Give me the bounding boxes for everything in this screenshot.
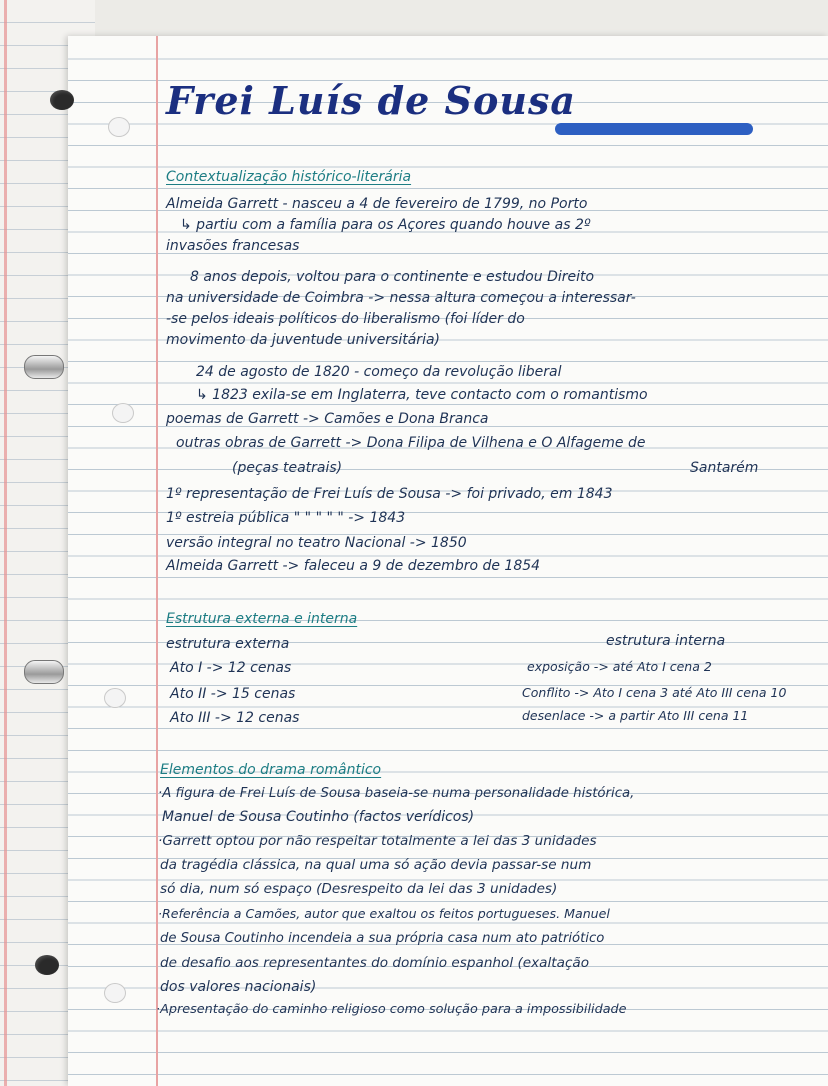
context-line: na universidade de Coimbra -> nessa altura começou a interessar- <box>166 290 636 306</box>
context-line: versão integral no teatro Nacional -> 1850 <box>166 535 467 551</box>
context-line: outras obras de Garrett -> Dona Filipa de Vilhena e O Alfageme de <box>176 435 646 451</box>
binder-ring <box>24 660 64 684</box>
context-line: Almeida Garrett - nasceu a 4 de fevereiro de 1799, no Porto <box>166 196 588 212</box>
background-page-top <box>95 0 828 41</box>
structure-internal-item: Conflito -> Ato I cena 3 até Ato III cena 10 <box>522 685 787 700</box>
elements-line: ·Garrett optou por não respeitar totalmente a lei das 3 unidades <box>158 833 597 849</box>
context-line: movimento da juventude universitária) <box>166 332 440 348</box>
context-line: 1º representação de Frei Luís de Sousa -> foi privado, em 1843 <box>166 486 613 502</box>
context-line: 8 anos depois, voltou para o continente e estudou Direito <box>190 269 595 285</box>
context-line: (peças teatrais) <box>232 460 343 476</box>
elements-line: da tragédia clássica, na qual uma só ação devia passar-se num <box>160 857 592 873</box>
title-underline-stroke <box>555 123 753 135</box>
binder-hole <box>35 955 59 975</box>
ghost-hole <box>112 403 134 423</box>
binder-hole <box>50 90 74 110</box>
elements-line: Manuel de Sousa Coutinho (factos verídicos) <box>162 809 475 825</box>
ghost-hole <box>104 688 126 708</box>
ghost-hole <box>104 983 126 1003</box>
background-margin-line <box>4 0 7 1086</box>
structure-internal-item: desenlace -> a partir Ato III cena 11 <box>522 708 749 723</box>
structure-internal-heading: estrutura interna <box>606 633 726 649</box>
structure-internal-item: exposição -> até Ato I cena 2 <box>527 659 712 674</box>
binder-ring <box>24 355 64 379</box>
elements-line: dos valores nacionais) <box>160 979 317 995</box>
structure-external-item: Ato I -> 12 cenas <box>170 660 292 676</box>
page-title: Frei Luís de Sousa <box>166 78 576 123</box>
elements-line: ·Apresentação do caminho religioso como solução para a impossibilidade <box>156 1002 627 1017</box>
elements-line: ·Referência a Camões, autor que exaltou os feitos portugueses. Manuel <box>158 906 610 921</box>
context-line: 1º estreia pública " " " " " -> 1843 <box>166 510 406 526</box>
structure-external-item: Ato III -> 12 cenas <box>170 710 300 726</box>
context-line: ↳ 1823 exila-se em Inglaterra, teve contacto com o romantismo <box>196 387 648 403</box>
ghost-hole <box>108 117 130 137</box>
structure-external-item: Ato II -> 15 cenas <box>170 686 296 702</box>
context-line: Santarém <box>690 460 759 476</box>
section-heading-elements: Elementos do drama romântico <box>160 762 382 778</box>
section-heading-context: Contextualização histórico-literária <box>166 169 412 185</box>
context-line: invasões francesas <box>166 238 300 254</box>
context-line: poemas de Garrett -> Camões e Dona Branca <box>166 411 489 427</box>
elements-line: só dia, num só espaço (Desrespeito da lei das 3 unidades) <box>160 881 558 897</box>
margin-line <box>156 36 158 1086</box>
context-line: -se pelos ideais políticos do liberalismo (foi líder do <box>166 311 525 327</box>
context-line: ↳ partiu com a família para os Açores quando houve as 2º <box>180 217 591 233</box>
elements-line: de Sousa Coutinho incendeia a sua própria casa num ato patriótico <box>160 931 605 946</box>
elements-line: de desafio aos representantes do domínio espanhol (exaltação <box>160 955 590 971</box>
elements-line: ·A figura de Frei Luís de Sousa baseia-se numa personalidade histórica, <box>158 786 635 801</box>
context-line: 24 de agosto de 1820 - começo da revolução liberal <box>196 364 562 380</box>
context-line: Almeida Garrett -> faleceu a 9 de dezembro de 1854 <box>166 558 541 574</box>
section-heading-structure: Estrutura externa e interna <box>166 611 358 627</box>
structure-external-heading: estrutura externa <box>166 636 290 652</box>
